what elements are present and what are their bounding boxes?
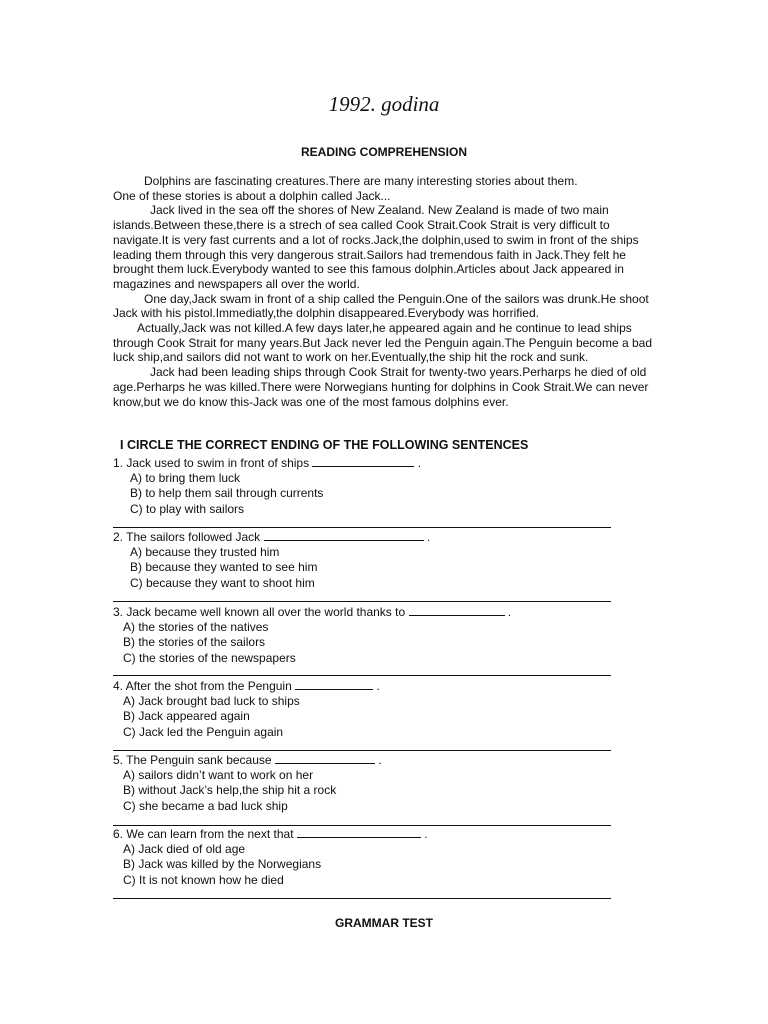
option-b[interactable]: B) Jack was killed by the Norwegians: [123, 857, 322, 872]
option-c[interactable]: C) It is not known how he died: [123, 872, 284, 887]
divider-line: [113, 898, 611, 899]
question-5-end: .: [378, 753, 382, 767]
reading-passage: [113, 174, 658, 409]
question-5-stem: [113, 752, 613, 768]
question-6: [113, 826, 613, 888]
question-1-end: .: [417, 456, 422, 470]
option-a[interactable]: A) sailors didn’t want to work on her: [123, 768, 314, 783]
answer-blank[interactable]: [264, 529, 424, 541]
option-c[interactable]: C) because they want to shoot him: [130, 575, 315, 590]
option-c[interactable]: C) Jack led the Penguin again: [123, 724, 284, 739]
question-5-text: 5. The Penguin sank because: [113, 753, 272, 767]
question-6-stem: [113, 826, 613, 842]
divider-line: [113, 527, 611, 528]
divider-line: [113, 601, 611, 602]
option-a[interactable]: A) the stories of the natives: [123, 620, 269, 635]
option-b[interactable]: B) the stories of the sailors: [123, 635, 266, 650]
option-a[interactable]: A) because they trusted him: [130, 545, 280, 560]
answer-blank[interactable]: [312, 455, 414, 467]
question-4-end: .: [376, 679, 380, 693]
option-c[interactable]: C) she became a bad luck ship: [123, 798, 288, 813]
question-1-text: 1. Jack used to swim in front of ships: [113, 456, 310, 470]
option-b[interactable]: B) without Jack’s help,the ship hit a rock: [123, 783, 337, 798]
question-2-text: 2. The sailors followed Jack: [113, 530, 261, 544]
question-1: [113, 455, 613, 517]
question-4-text: 4. After the shot from the Penguin: [113, 679, 292, 693]
question-2-stem: [113, 529, 613, 545]
option-a[interactable]: A) Jack brought bad luck to ships: [123, 694, 300, 709]
option-a[interactable]: A) to bring them luck: [130, 471, 241, 486]
answer-blank[interactable]: [275, 752, 375, 764]
divider-line: [113, 750, 611, 751]
option-b[interactable]: B) because they wanted to see him: [130, 560, 318, 575]
divider-line: [113, 675, 611, 676]
question-5: [113, 752, 613, 814]
option-a[interactable]: A) Jack died of old age: [123, 842, 246, 857]
question-3: [113, 604, 613, 666]
question-6-text: 6. We can learn from the next that: [113, 827, 294, 841]
answer-blank[interactable]: [409, 604, 505, 616]
option-b[interactable]: B) to help them sail through currents: [130, 486, 324, 501]
question-3-end: .: [507, 605, 512, 619]
option-c[interactable]: C) the stories of the newspapers: [123, 650, 296, 665]
question-3-stem: [113, 604, 613, 620]
passage-paragraph-new-zealand: Jack lived in the sea off the shores of New Zealand. New Zealand is made of two main islands.Between these,there is a strech of sea called Cook Strait.Cook Strait is very difficult to navigate.It is very fast currents and a lot of rocks.Jack,the dolphin,used to swim in front of the ships leading them through this very dangerous strait.Sailors had tremendous faith in Jack.They felt he brought them luck.Everybody wanted to see this famous dolphin.Articles about Jack appeared in magazines and newspapers all over the world.: [113, 203, 639, 291]
option-c[interactable]: C) to play with sailors: [130, 501, 245, 516]
question-2-end: .: [426, 530, 431, 544]
exercise-heading: I CIRCLE THE CORRECT ENDING OF THE FOLLOWING SENTENCES: [120, 438, 529, 452]
passage-paragraph-actually: Actually,Jack was not killed.A few days later,he appeared again and he continue to lead ships through Cook Strait for many years.But Jack never led the Penguin again.The Penguin become a bad luck ship,and sailors did not want to work on her.Eventually,the ship hit the rock and sunk.: [113, 321, 652, 365]
option-b[interactable]: B) Jack appeared again: [123, 709, 250, 724]
document-title: 1992. godina: [328, 92, 440, 116]
question-4-stem: [113, 678, 613, 694]
passage-paragraph-penguin: One day,Jack swam in front of a ship called the Penguin.One of the sailors was drunk.He shoot Jack with his pistol.Immediatly,the dolphin disappeared.Everybody was horrified.: [113, 291, 649, 321]
answer-blank[interactable]: [295, 678, 373, 690]
reading-comprehension-heading: READING COMPREHENSION: [300, 145, 467, 159]
question-6-end: .: [424, 827, 428, 841]
question-1-stem: [113, 455, 613, 471]
question-2: [113, 529, 613, 591]
answer-blank[interactable]: [297, 826, 421, 838]
question-4: [113, 678, 613, 740]
passage-paragraph-conclusion: Jack had been leading ships through Cook Strait for twenty-two years.Perharps he died of old age.Perharps he was killed.There were Norwegians hunting for dolphins in Cook Strait.We can never know,but we do know this-Jack was one of the most famous dolphins ever.: [113, 365, 649, 409]
passage-line-jack-story: One of these stories is about a dolphin called Jack...: [113, 188, 391, 203]
grammar-test-heading: GRAMMAR TEST: [335, 916, 433, 930]
passage-line-intro: Dolphins are fascinating creatures.There are many interesting stories about them.: [144, 174, 578, 188]
question-3-text: 3. Jack became well known all over the world thanks to: [113, 605, 406, 619]
